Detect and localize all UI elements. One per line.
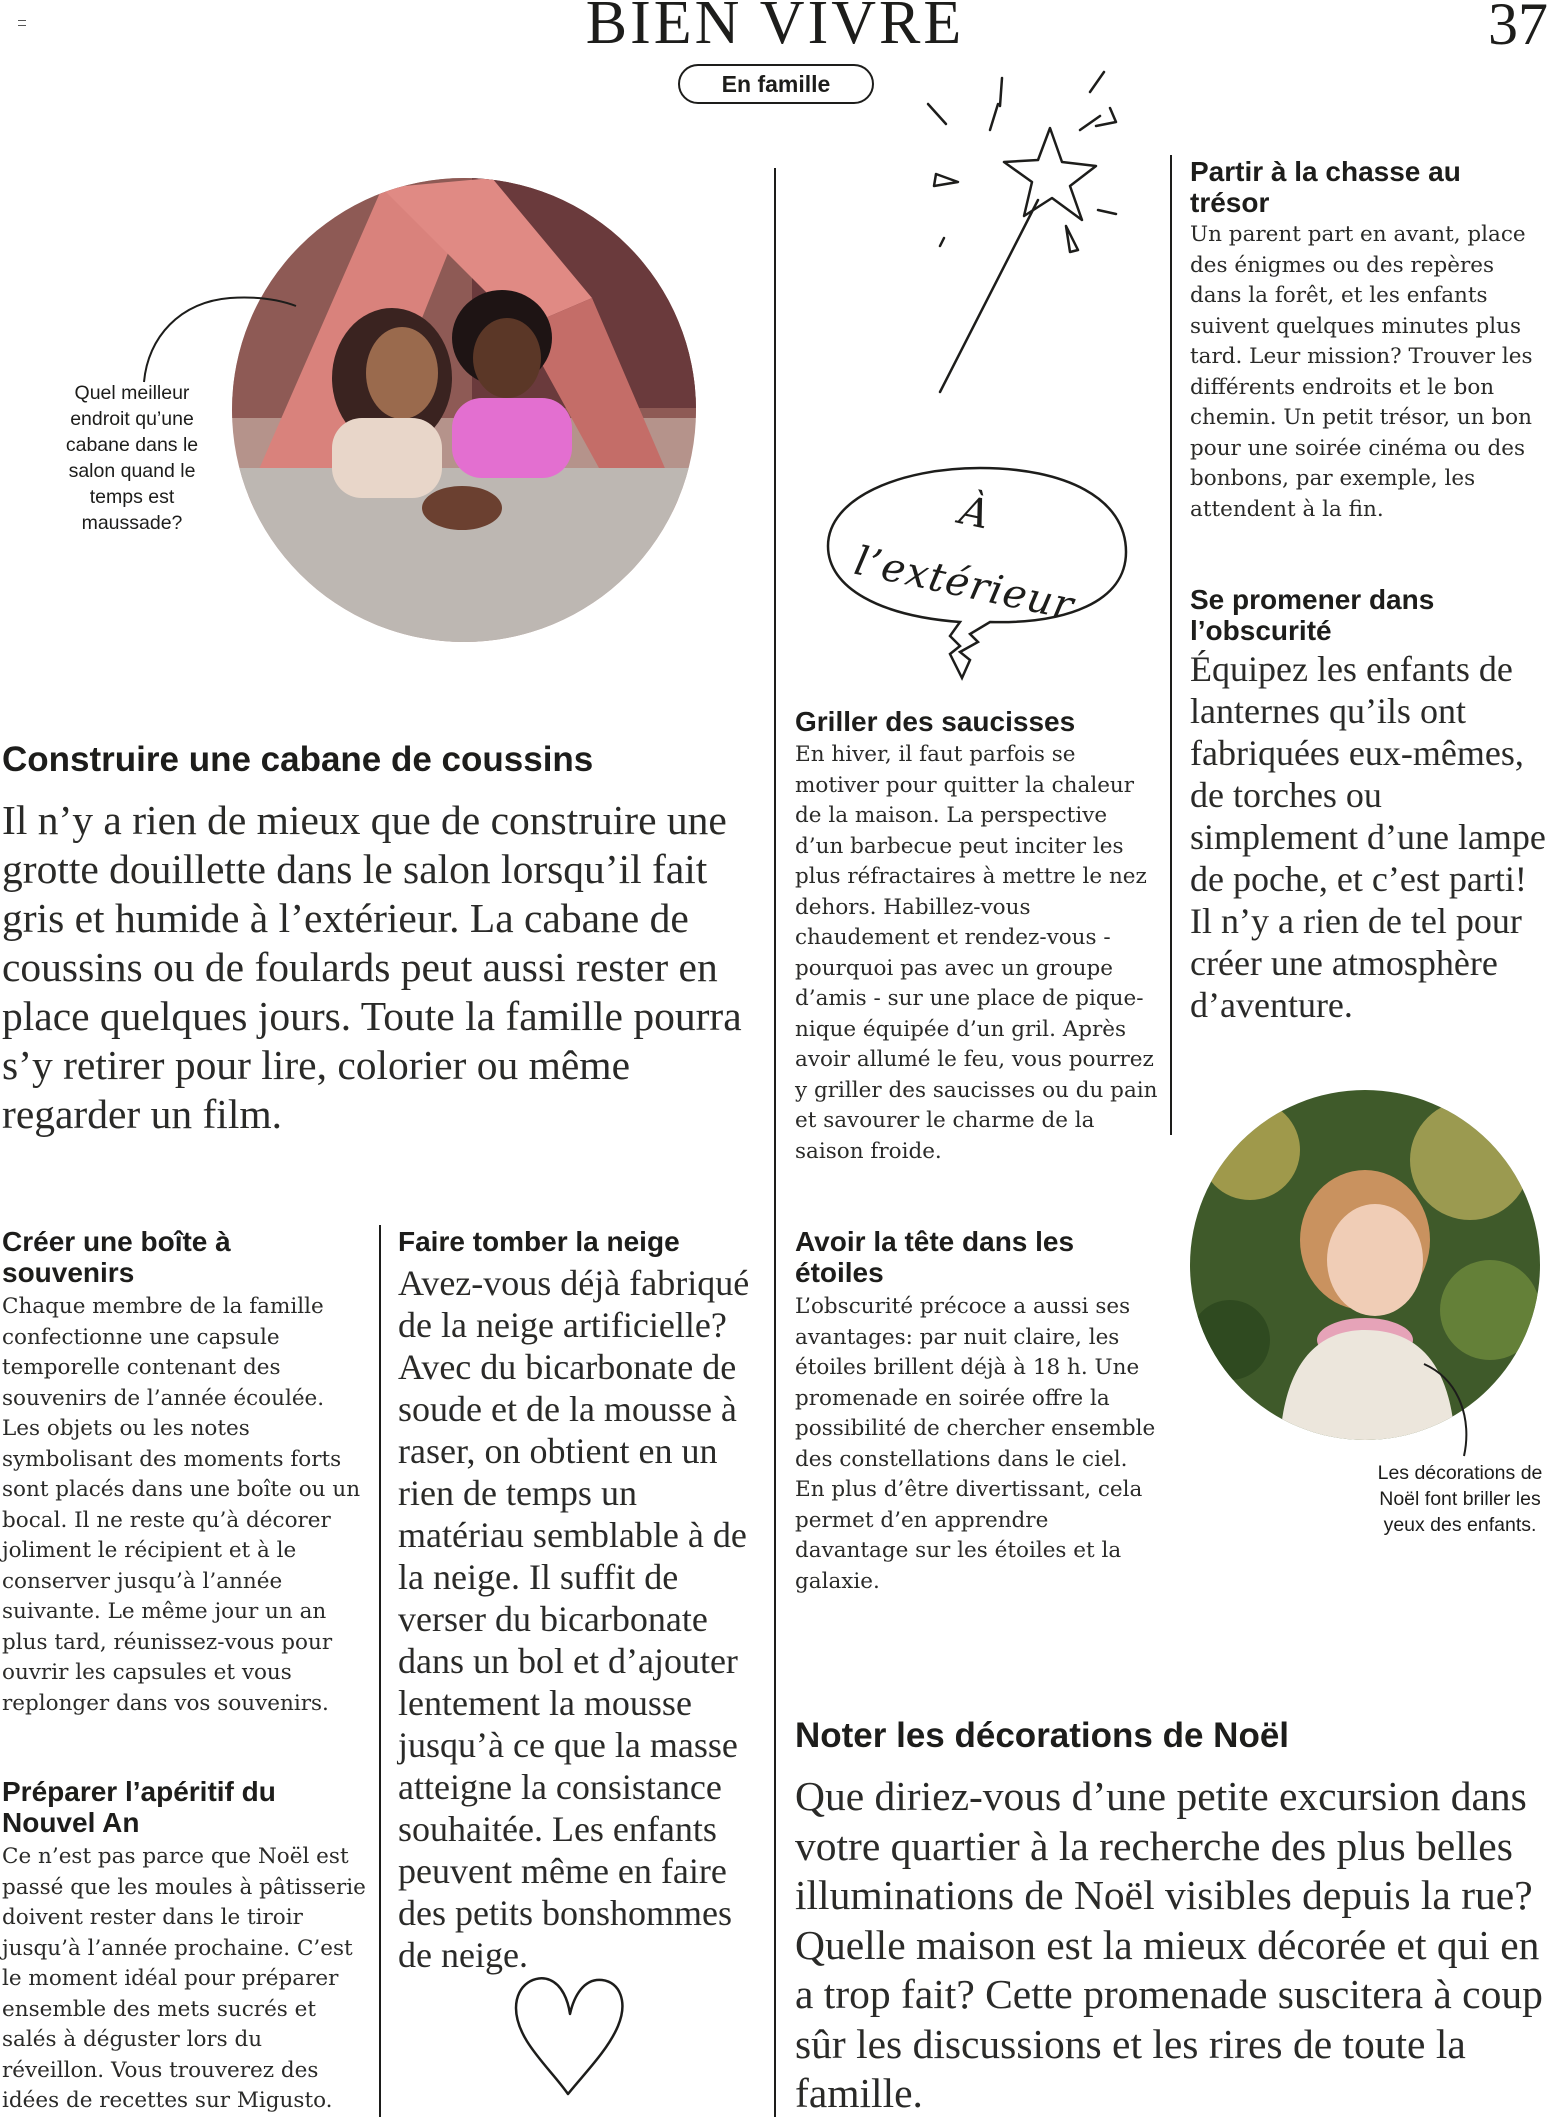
caption-pointer [1420,1360,1480,1460]
bubble-text-a: À [955,487,994,539]
article-title-souvenirs: Créer une boîte à souvenirs [2,1226,231,1288]
article-body-saucisses: En hiver, il faut parfois se motiver pour quitter la chaleur de la maison. La perspective d’un barbecue peut inciter les plus réfractaires à mettre le nez dehors. Habillez-vous chaudement et rendez-vous - pourquoi pas avec un groupe d’amis - sur une place de pique-nique équipée d’un gril. Après avoir allumé le feu, vous pourrez y griller des saucisses ou du pain et savourer le charme de la saison froide. [795,742,1158,1164]
article-title-neige: Faire tomber la neige [398,1226,680,1257]
article-title-decorations: Noter les décorations de Noël [795,1716,1290,1755]
article-title-etoiles: Avoir la tête dans les étoiles [795,1226,1075,1288]
bubble-text-exterieur: l’extérieur [850,538,1079,630]
girl-lights-photo [1190,1090,1540,1440]
article-body-cabane: Il n’y a rien de mieux que de construire une grotte douillette dans le salon lorsqu’il fait gris et humide à l’extérieur. La cabane de coussins ou de foulards peut aussi rester en place quelques jours. Toute la famille pourra s’y retirer pour lire, colorier ou même regarder un film. [2,797,742,1137]
article-body-tresor: Un parent part en avant, place des énigmes ou des repères dans la forêt, et les enfants suivent quelques minutes plus tard. Leur mission? Trouver les différents endroits et le bon chemin. Un petit trésor, un bon pour une soirée cinéma ou des bonbons, par exemple, les attendent à la fin. [1190,222,1533,522]
section-tag[interactable]: En famille [678,64,874,104]
girl-looking-at-christmas-lights-photo-icon [1190,1090,1540,1440]
article-body-souvenirs: Chaque membre de la famille confectionne une capsule temporelle contenant des souvenirs de l’année écoulée. Les objets ou les notes symbolisant des moments forts sont placés dans une boîte ou un bocal. Il ne reste qu’à décorer joliment le récipient et à le conserver jusqu’à l’année suivante. Le même jour un an plus tard, réunissez-vous pour ouvrir les capsules et vous replonger dans vos souvenirs. [2,1294,361,1716]
girl-photo-caption: Les décorations de Noël font briller les yeux des enfants. [1377,1462,1543,1536]
section-title: BIEN VIVRE [585,0,965,57]
article-title-aperitif: Préparer l’apéritif du Nouvel An [2,1776,276,1838]
article-body-etoiles: L’obscurité précoce a aussi ses avantages: par nuit claire, les étoiles brillent déjà à 18 h. Une promenade en soirée offre la possibilité de chercher ensemble des constellations dans le ciel. En plus d’être divertissant, cela permet d’en apprendre davantage sur les étoiles et la galaxie. [795,1294,1156,1594]
column-divider [774,168,776,2117]
article-title-tresor: Partir à la chasse au trésor [1190,156,1461,218]
page-number: 37 [1488,0,1548,57]
magic-wand-icon [920,70,1140,410]
article-body-obscurite: Équipez les enfants de lanternes qu’ils ont fabriquées eux-mêmes, de torches ou simplement d’une lampe de poche, et c’est parti! Il n’y a rien de tel pour créer une atmosphère d’aventure. [1190,649,1546,1025]
kids-fort-photo [232,178,696,642]
column-divider [1170,155,1172,1135]
article-body-neige: Avez-vous déjà fabriqué de la neige artificielle? Avec du bicarbonate de soude et de la mousse à raser, on obtient en un rien de temps un matériau semblable à de la neige. Il suffit de verser du bicarbonate dans un bol et d’ajouter lentement la mousse jusqu’à ce que la masse atteigne la consistance souhaitée. Les enfants peuvent même en faire des petits bonshommes de neige. [398,1263,750,1975]
article-title-obscurite: Se promener dans l’obscurité [1190,584,1435,646]
caption-pointer [140,292,300,392]
kids-photo-caption: Quel meilleur endroit qu’une cabane dans le salon quand le temps est maussade? [65,382,199,534]
column-divider [379,1225,381,2117]
children-in-cushion-fort-photo-icon [232,178,696,642]
heart-icon [510,1970,630,2100]
article-body-aperitif: Ce n’est pas parce que Noël est passé que les moules à pâtisserie doivent rester dans le tiroir jusqu’à l’année prochaine. C’est le moment idéal pour préparer ensemble des mets sucrés et salés à déguster lors du réveillon. Vous trouverez des idées de recettes sur Migusto. [2,1844,366,2113]
article-body-decorations: Que diriez-vous d’une petite excursion dans votre quartier à la recherche des plus belles illuminations de Noël visibles depuis la rue? Quelle maison est la mieux décorée et qui en a trop fait? Cette promenade suscitera à coup sûr les discussions et les rires de toute la famille. [795,1773,1543,2116]
article-title-saucisses: Griller des saucisses [795,706,1076,737]
corner-mark [18,20,26,26]
article-title-cabane: Construire une cabane de coussins [2,740,594,779]
